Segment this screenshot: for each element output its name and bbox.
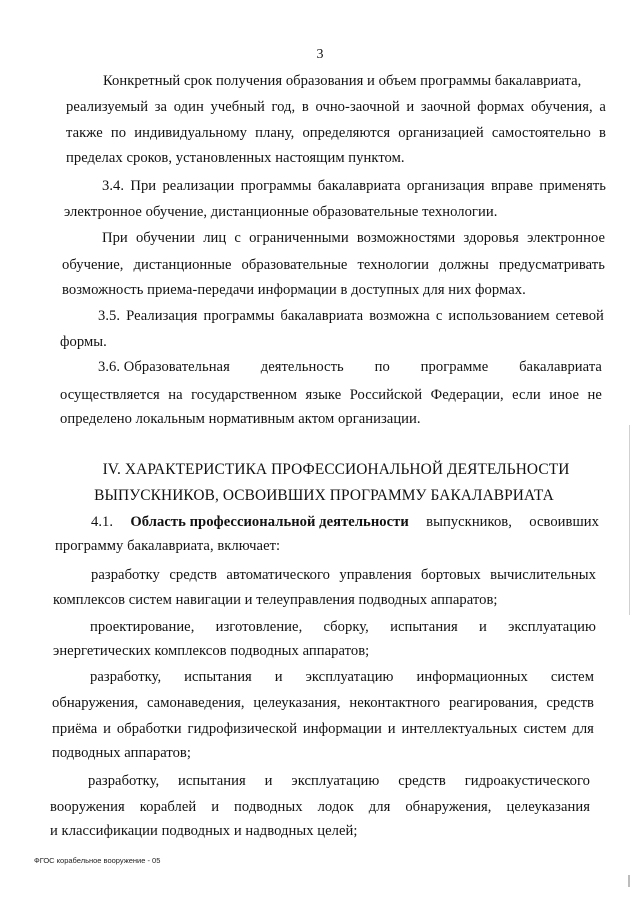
word: информационных [416,669,528,685]
word: и [406,99,415,115]
list-item-c-line-4: подводных аппаратов; [52,745,191,761]
word: кораблей [139,799,197,815]
word: в [599,125,606,141]
list-item-a-line-2: комплексов систем навигации и телеуправления подводных аппаратов; [53,592,498,608]
word: При [130,178,157,194]
word: приёма [52,721,98,737]
paragraph-term-line-3 [66,124,606,142]
word: систем [550,669,594,685]
word: деятельность [260,359,344,375]
paragraph-disabilities-line-3: возможность приема-передачи информации в доступных для них формах. [62,282,526,298]
word: бортовых [421,567,481,583]
word: и [479,619,487,635]
word: программе [420,359,489,375]
word: лодок [317,799,354,815]
word: лиц [203,230,227,246]
paragraph-3-6-line-3: определено локальным нормативным актом организации. [60,411,421,427]
word: и [387,721,396,737]
word: по [110,125,127,141]
item-4-1-line-1 [91,513,599,531]
word: обучении [135,230,196,246]
word: разработку [91,567,160,583]
word: не [587,387,602,403]
word: ограниченными [249,230,349,246]
word: целеуказания [506,799,590,815]
word: разработку, [88,773,160,789]
word: языке [305,387,342,403]
item-4-1-rest-0: выпускников, [426,514,512,530]
word: реагирования, [448,695,538,711]
word: возможностями [356,230,456,246]
word: разработку, [90,669,162,685]
word: автоматического [226,567,330,583]
word: и [274,669,283,685]
word: 3.5. [98,308,121,324]
item-4-1-line-2: программу бакалавриата, включает: [55,538,281,554]
word: на [168,387,183,403]
word: заочной [420,99,471,115]
footer-note: ФГОС корабельное вооружение - 05 [34,856,161,865]
word: один [173,99,204,115]
item-4-1-number: 4.1. [91,514,114,530]
word: если [512,387,541,403]
word: сетевой [555,308,604,324]
word: реализации [162,178,235,194]
word: бакалавриата [317,178,401,194]
word: технологии [357,257,430,273]
paragraph-disabilities-line-1 [102,229,605,247]
word: программы [203,308,275,324]
word: Федерации, [430,387,504,403]
word: дистанционные [133,257,232,273]
word: индивидуальному [134,125,247,141]
word: с [234,230,241,246]
word: и [211,799,220,815]
word: обучения, [530,99,593,115]
word: 3.6. Образовательная [98,359,230,375]
paragraph-term-line-2 [66,98,606,116]
word: по [374,359,390,375]
word: проектирование, [90,619,195,635]
word: в [301,99,309,115]
word: для [368,799,391,815]
word: также [66,125,103,141]
word: При [102,230,128,246]
paragraph-3-4-line-2: электронное обучение, дистанционные образовательные технологии. [64,204,498,220]
list-item-b-line-2: энергетических комплексов подводных аппаратов; [53,643,370,659]
list-item-b-line-1 [90,618,596,636]
word: самостоятельно [491,125,591,141]
word: и [103,721,112,737]
item-4-1-rest-1: освоивших [529,514,599,530]
word: гидрофизической [187,721,298,737]
scan-edge-mark [628,875,630,887]
word: испытания [178,773,246,789]
word: очно-заочной [315,99,400,115]
word: эксплуатацию [508,619,596,635]
list-item-a-line-1 [91,566,596,584]
word: вооружения [50,799,125,815]
word: государственном [191,387,298,403]
word: неконтактного [349,695,441,711]
word: организацией [398,125,484,141]
word: вправе [490,178,534,194]
word: а [599,99,606,115]
word: бакалавриата [280,308,364,324]
scan-edge-mark [629,425,630,615]
word: год, [271,99,296,115]
word: гидроакустического [464,773,590,789]
word: вычислительных [490,567,596,583]
word: самонаведения, [146,695,245,711]
word: реализуемый [66,99,149,115]
word: программы [240,178,312,194]
word: использованием [448,308,550,324]
item-4-1-bold-term: Область профессиональной деятельности [130,514,409,530]
word: образовательные [241,257,348,273]
word: предусматривать [498,257,605,273]
list-item-d-line-2 [50,798,590,816]
word: бакалавриата [519,359,602,375]
paragraph-3-6-line-2 [60,386,602,404]
word: применять [539,178,606,194]
word: эксплуатацию [291,773,380,789]
word: и [264,773,273,789]
word: возможна [369,308,430,324]
list-item-d-line-1 [88,772,590,790]
paragraph-3-5-line-1 [98,307,604,325]
word: за [154,99,168,115]
word: формах [477,99,525,115]
word: подводных [234,799,303,815]
word: испытания [184,669,252,685]
word: определяются [302,125,391,141]
word: интеллектуальных [401,721,518,737]
paragraph-term-line-1: Конкретный срок получения образования и объем программы бакалавриата, [103,73,582,89]
section-heading-line-2: ВЫПУСКНИКОВ, ОСВОИВШИХ ПРОГРАММУ БАКАЛАВРИАТА [94,487,554,504]
word: систем [523,721,567,737]
word: Реализация [126,308,198,324]
paragraph-3-6-line-1 [98,358,602,376]
word: обнаружения, [405,799,492,815]
list-item-d-line-3: и классификации подводных и надводных целей; [50,823,358,839]
word: Российской [349,387,423,403]
paragraph-3-5-line-2: формы. [60,334,107,350]
word: обработки [116,721,182,737]
word: плану, [255,125,295,141]
page-number: 3 [316,47,324,62]
word: целеуказания, [253,695,341,711]
paragraph-term-line-4: пределах сроков, установленных настоящим пунктом. [66,150,405,166]
word: организация [406,178,485,194]
word: обнаружения, [52,695,139,711]
word: средств [169,567,217,583]
paragraph-3-4-line-1 [102,177,606,195]
word: 3.4. [102,178,125,194]
word: эксплуатацию [305,669,394,685]
word: испытания [390,619,458,635]
word: иное [549,387,580,403]
list-item-c-line-3 [52,720,594,738]
word: здоровья [463,230,519,246]
word: учебный [210,99,265,115]
word: сборку, [323,619,369,635]
paragraph-disabilities-line-2 [62,256,605,274]
list-item-c-line-1 [90,668,594,686]
word: осуществляется [60,387,160,403]
section-heading-line-1: IV. ХАРАКТЕРИСТИКА ПРОФЕССИОНАЛЬНОЙ ДЕЯТЕЛЬНОСТИ [102,461,570,478]
word: средств [398,773,446,789]
word: должны [439,257,489,273]
word: с [435,308,443,324]
word: для [572,721,594,737]
list-item-c-line-2 [52,694,594,712]
word: обучение, [62,257,124,273]
word: изготовление, [215,619,303,635]
word: управления [339,567,412,583]
word: информации [302,721,382,737]
word: средств [546,695,594,711]
word: электронное [527,230,605,246]
